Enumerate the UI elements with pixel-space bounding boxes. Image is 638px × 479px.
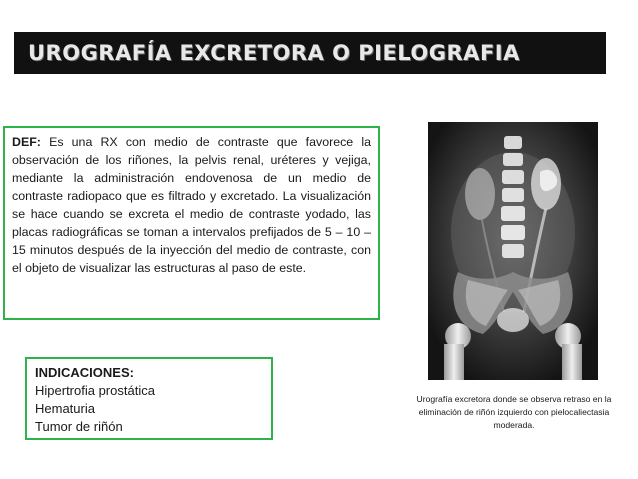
xray-image xyxy=(428,122,598,380)
xray-illustration xyxy=(428,122,598,380)
indication-item: Hematuria xyxy=(35,401,95,416)
indication-item: Tumor de riñón xyxy=(35,419,123,434)
definition-text: Es una RX con medio de contraste que favorece la observación de los riñones, la pelvis renal, uréteres y vejiga, mediante la administración endovenosa de un medio de contraste radiopaco que es filtrado y excretado. La visualización se hace cuando se excreta el medio de contraste yodado, las placas radiográficas se toman a intervalos prefijados de 5 – 10 – 15 minutos después de la inyección del medio de contraste, con el objeto de visualizar las estructuras al paso de este. xyxy=(12,135,371,275)
image-caption: Urografía excretora donde se observa retraso en la eliminación de riñón izquierdo con pielocaliectasia moderada. xyxy=(416,394,612,430)
indications-title: INDICACIONES: xyxy=(35,365,134,380)
slide-title: UROGRAFÍA EXCRETORA O PIELOGRAFIA xyxy=(28,41,520,65)
definition-box xyxy=(3,126,380,320)
definition-label: DEF: xyxy=(12,135,41,149)
title-bar xyxy=(14,32,606,74)
indication-item: Hipertrofia prostática xyxy=(35,383,155,398)
indications-box xyxy=(25,357,273,440)
